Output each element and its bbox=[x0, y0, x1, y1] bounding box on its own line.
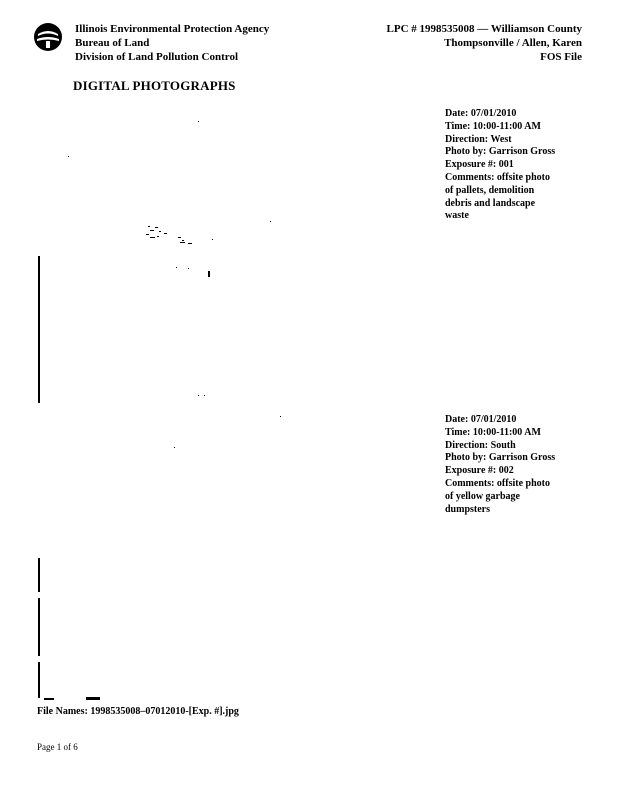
photo-2-comments-line: of yellow garbage bbox=[445, 490, 520, 502]
photo-1 bbox=[38, 103, 428, 403]
photo-2 bbox=[38, 412, 428, 712]
photo-2-direction: Direction: South bbox=[445, 439, 516, 451]
illinois-epa-logo bbox=[33, 22, 63, 52]
agency-name: Illinois Environmental Protection Agency bbox=[75, 23, 270, 35]
photo-2-details bbox=[445, 414, 595, 516]
agency-header bbox=[75, 22, 269, 64]
photo-2-photographer: Photo by: Garrison Gross bbox=[445, 452, 556, 464]
file-names: File Names: 1998535008–07012010-[Exp. #].jpg bbox=[37, 706, 239, 717]
photo-2-time: Time: 10:00-11:00 AM bbox=[445, 426, 541, 438]
photo-2-date: Date: 07/01/2010 bbox=[445, 414, 517, 425]
lpc-header bbox=[387, 22, 582, 64]
photo-1-comments-line: of pallets, demolition bbox=[445, 184, 535, 196]
photo-2-comments: Comments: offsite photo bbox=[445, 477, 550, 489]
site-name: Thompsonville / Allen, Karen bbox=[444, 37, 582, 49]
file-type: FOS File bbox=[540, 51, 582, 63]
photo-1-date: Date: 07/01/2010 bbox=[445, 108, 517, 119]
photo-1-exposure: Exposure #: 001 bbox=[445, 159, 514, 171]
photo-1-details bbox=[445, 108, 595, 223]
photo-1-comments: Comments: offsite photo bbox=[445, 171, 550, 183]
page-number: Page 1 of 6 bbox=[37, 742, 78, 752]
bureau-name: Bureau of Land bbox=[75, 37, 150, 49]
photo-1-comments-line: waste bbox=[445, 210, 469, 222]
photo-2-exposure: Exposure #: 002 bbox=[445, 465, 514, 477]
division-name: Division of Land Pollution Control bbox=[75, 51, 238, 63]
lpc-number: LPC # 1998535008 — Williamson County bbox=[386, 23, 582, 35]
photo-1-photographer: Photo by: Garrison Gross bbox=[445, 146, 556, 158]
photo-1-time: Time: 10:00-11:00 AM bbox=[445, 120, 541, 132]
photo-2-comments-line: dumpsters bbox=[445, 503, 491, 515]
photo-1-direction: Direction: West bbox=[445, 133, 512, 145]
page-title: DIGITAL PHOTOGRAPHS bbox=[73, 78, 236, 93]
photo-1-comments-line: debris and landscape bbox=[445, 197, 536, 209]
